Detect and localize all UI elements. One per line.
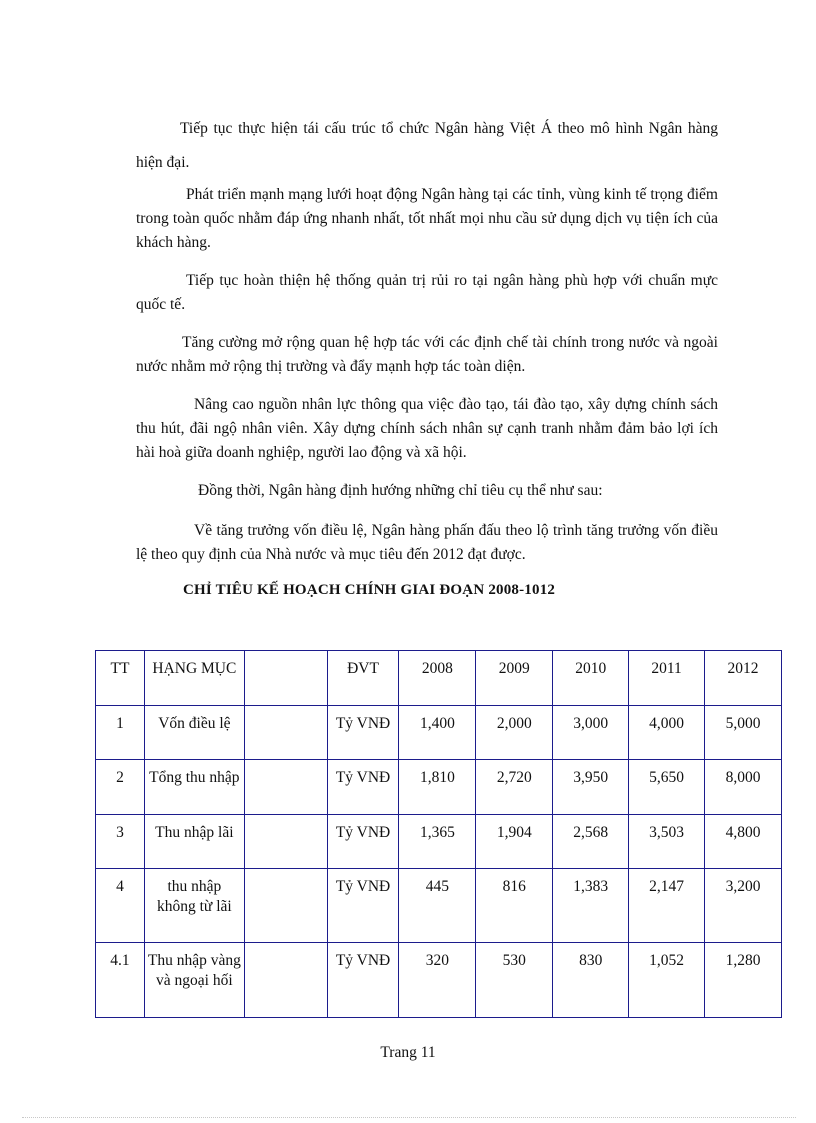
cell-2011: 2,147 <box>629 869 705 943</box>
table-row <box>96 943 782 1018</box>
cell-blank <box>244 869 327 943</box>
cell-2009: 530 <box>476 943 553 1018</box>
cell-tt: 1 <box>96 706 145 760</box>
cell-unit: Tỷ VNĐ <box>327 706 399 760</box>
cell-blank <box>244 760 327 815</box>
cell-unit: Tỷ VNĐ <box>327 815 399 869</box>
cell-2009: 2,720 <box>476 760 553 815</box>
cell-tt: 3 <box>96 815 145 869</box>
header-tt: TT <box>96 651 145 706</box>
cell-2008: 320 <box>399 943 476 1018</box>
cell-item: Thu nhập lãi <box>144 815 244 869</box>
cell-2012: 8,000 <box>705 760 782 815</box>
cell-item: Tổng thu nhập <box>144 760 244 815</box>
cell-blank <box>244 706 327 760</box>
cell-unit: Tỷ VNĐ <box>327 760 399 815</box>
cell-2011: 3,503 <box>629 815 705 869</box>
cell-blank <box>244 815 327 869</box>
cell-tt: 4.1 <box>96 943 145 1018</box>
paragraph-7: Về tăng trưởng vốn điều lệ, Ngân hàng phấn đấu theo lộ trình tăng trưởng vốn điều lệ theo quy định của Nhà nước và mục tiêu đến 2012 đạt được. <box>136 522 718 563</box>
header-2010: 2010 <box>553 651 629 706</box>
cell-item: Thu nhập vàng và ngoại hối <box>144 943 244 1018</box>
cell-unit: Tỷ VNĐ <box>327 869 399 943</box>
cell-2011: 1,052 <box>629 943 705 1018</box>
plan-table <box>95 650 782 1018</box>
table-row <box>96 706 782 760</box>
cell-2009: 816 <box>476 869 553 943</box>
cell-2010: 3,000 <box>553 706 629 760</box>
cell-item: thu nhập không từ lãi <box>144 869 244 943</box>
header-2009: 2009 <box>476 651 553 706</box>
cell-2008: 445 <box>399 869 476 943</box>
paragraph-5: Nâng cao nguồn nhân lực thông qua việc đào tạo, tái đào tạo, xây dựng chính sách thu hút, đãi ngộ nhân viên. Xây dựng chính sách nhân sự cạnh tranh nhằm đảm bảo lợi ích hài hoà giữa doanh nghiệp, người lao động và xã hội. <box>136 396 718 461</box>
cell-2010: 1,383 <box>553 869 629 943</box>
cell-2011: 4,000 <box>629 706 705 760</box>
cell-tt: 2 <box>96 760 145 815</box>
header-2011: 2011 <box>629 651 705 706</box>
cell-2010: 2,568 <box>553 815 629 869</box>
paragraph-1: Tiếp tục thực hiện tái cấu trúc tổ chức Ngân hàng Việt Á theo mô hình Ngân hàng hiện đại. <box>136 120 718 171</box>
cell-item: Vốn điều lệ <box>144 706 244 760</box>
cell-2009: 2,000 <box>476 706 553 760</box>
paragraph-4: Tăng cường mở rộng quan hệ hợp tác với các định chế tài chính trong nước và ngoài nước nhằm mở rộng thị trường và đẩy mạnh hợp tác toàn diện. <box>136 334 718 375</box>
cell-2008: 1,400 <box>399 706 476 760</box>
cell-2012: 4,800 <box>705 815 782 869</box>
header-2012: 2012 <box>705 651 782 706</box>
table-row <box>96 869 782 943</box>
paragraph-6: Đồng thời, Ngân hàng định hướng những chỉ tiêu cụ thể như sau: <box>198 482 603 499</box>
header-dvt: ĐVT <box>327 651 399 706</box>
page-number: Trang 11 <box>380 1044 436 1061</box>
cell-2012: 3,200 <box>705 869 782 943</box>
cell-2008: 1,365 <box>399 815 476 869</box>
cell-2008: 1,810 <box>399 760 476 815</box>
header-2008: 2008 <box>399 651 476 706</box>
cell-unit: Tỷ VNĐ <box>327 943 399 1018</box>
cell-2012: 5,000 <box>705 706 782 760</box>
header-blank <box>244 651 327 706</box>
cell-2011: 5,650 <box>629 760 705 815</box>
table-header-row <box>96 651 782 706</box>
cell-2010: 830 <box>553 943 629 1018</box>
cell-blank <box>244 943 327 1018</box>
table-row <box>96 760 782 815</box>
table-title: CHỈ TIÊU KẾ HOẠCH CHÍNH GIAI ĐOẠN 2008-1012 <box>183 582 556 598</box>
header-hang-muc: HẠNG MỤC <box>144 651 244 706</box>
cell-2009: 1,904 <box>476 815 553 869</box>
page-bottom-divider <box>22 1117 796 1118</box>
cell-tt: 4 <box>96 869 145 943</box>
paragraph-3: Tiếp tục hoàn thiện hệ thống quản trị rủi ro tại ngân hàng phù hợp với chuẩn mực quốc tế. <box>136 272 718 313</box>
cell-2010: 3,950 <box>553 760 629 815</box>
table-row <box>96 815 782 869</box>
paragraph-2: Phát triển mạnh mạng lưới hoạt động Ngân hàng tại các tỉnh, vùng kinh tế trọng điểm trong toàn quốc nhằm đáp ứng nhanh nhất, tốt nhất mọi nhu cầu sử dụng dịch vụ tiện ích của khách hàng. <box>136 186 718 251</box>
cell-2012: 1,280 <box>705 943 782 1018</box>
